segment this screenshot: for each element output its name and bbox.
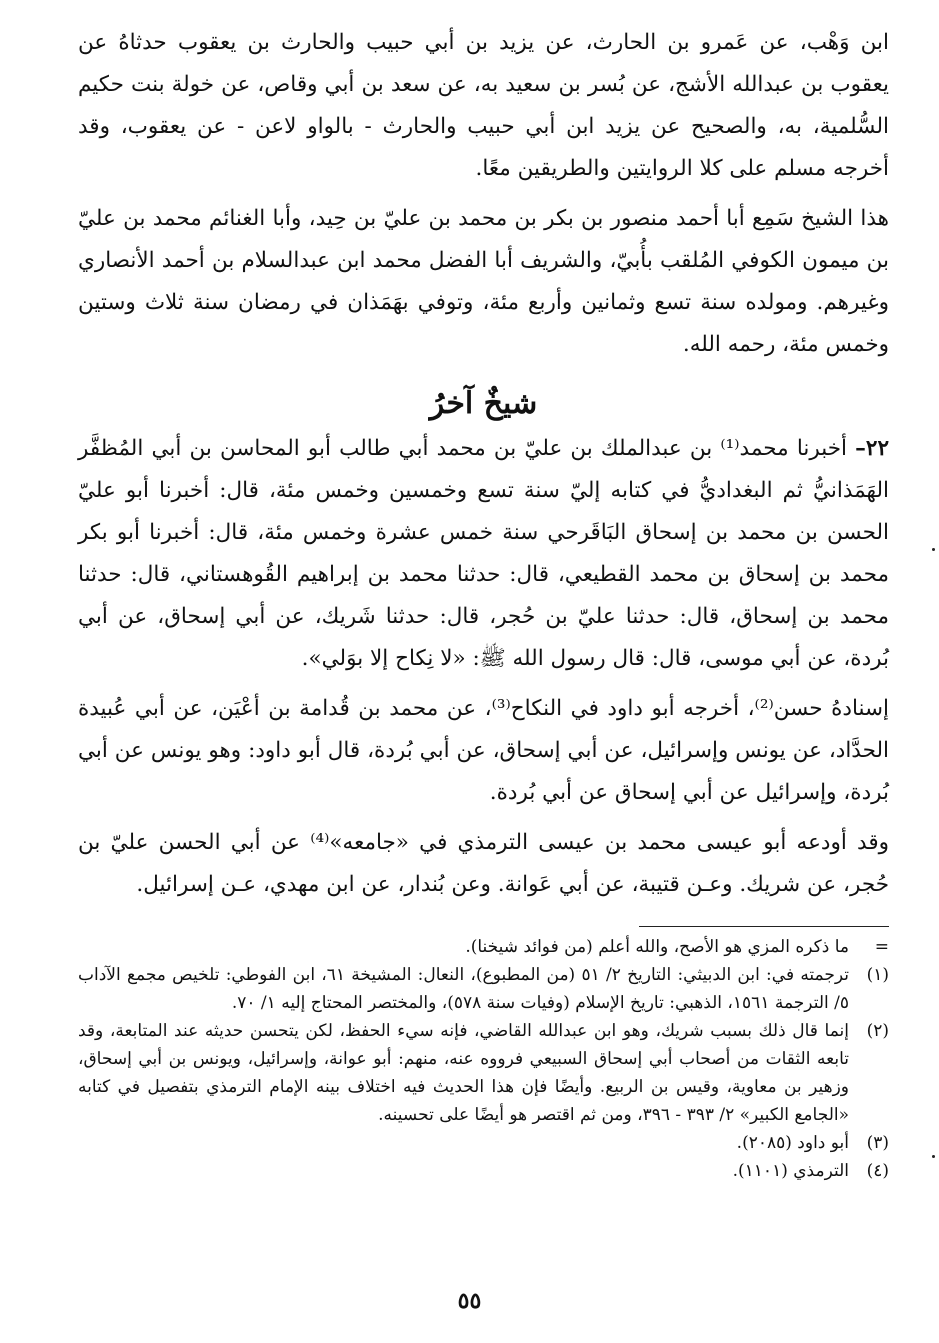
paragraph-2: هذا الشيخ سَمِع أبا أحمد منصور بن بكر بن محمد بن عليّ بن حِيد، وأبا الغنائم محمد بن عليّ بن ميمون الكوفي المُلقب بأُبيّ، والشريف أبا الفضل محمد ابن عبدالسلام بن أحمد الأنصاري وغيرهم. ومولده سنة تسع وثمانين وأربع مئة، وتوفي بهَمَذان في رمضان سنة ثلاث وستين وخمس مئة، رحمه الله. [78, 206, 889, 357]
hadith-text: أخبرنا محمد⁽¹⁾ بن عبدالملك بن عليّ بن محمد أبي طالب أبو المحاسن بن أبي المُظفَّر الهَمَذانيُّ ثم البغداديُّ في كتابه إليّ سنة تسع وخمسين وخمس مئة، قال: أخبرنا أبو عليّ الحسن بن محمد بن إسحاق البَاقَرحي سنة خمس عشرة وخمس مئة، قال: أخبرنا أبو بكر محمد بن إسحاق بن محمد القطيعي، قال: حدثنا محمد بن إبراهيم القُوهستاني، قال: حدثنا محمد بن إسحاق، قال: حدثنا عليّ بن حُجر، قال: حدثنا شَريك، عن أبي إسحاق، عن أبي بُردة، عن أبي موسى، قال: قال رسول الله ﷺ: «لا نِكاح إلا بوَلي». [78, 436, 889, 671]
section-heading: شيخٌ آخرُ [429, 386, 538, 421]
footnote-marker: (٢) [866, 1021, 889, 1041]
footnote-3 [78, 1129, 889, 1157]
paragraph-isnad: إسنادهُ حسن⁽²⁾، أخرجه أبو داود في النكاح⁽³⁾، عن محمد بن قُدامة بن أعْيَن، عن أبي عُبيدة الحدَّاد، عن يونس وإسرائيل، عن أبي إسحاق، عن أبي بُردة، قال أبو داود: وهو يونس عن أبي بُردة، وإسرائيل عن أبي إسحاق عن أبي بُردة. [78, 696, 889, 805]
footnote-text: الترمذي (١١٠١). [732, 1161, 849, 1181]
hadith-dash: – [855, 436, 866, 461]
footnote-divider [639, 926, 889, 927]
page-number: ٥٥ [457, 1288, 482, 1314]
footnote-marker: (٣) [866, 1133, 889, 1153]
footnote-marker: (٤) [866, 1161, 889, 1181]
paragraph-1: ابن وَهْب، عن عَمرو بن الحارث، عن يزيد بن أبي حبيب والحارث بن يعقوب حدثاهُ عن يعقوب بن عبدالله الأشج، عن بُسر بن سعيد به، عن سعد بن أبي وقاص، عن خولة بنت حكيم السُّلمية، به، والصحيح عن يزيد ابن أبي حبيب والحارث - بالواو لاعن - عن يعقوب، وقد أخرجه مسلم على كلا الروايتين والطريقين معًا. [78, 30, 889, 181]
footnote-marker: (١) [866, 965, 889, 985]
hadith-number: ٢٢ [865, 436, 889, 461]
footnote-2 [78, 1017, 889, 1129]
footnote-1 [78, 961, 889, 1017]
footnote-4 [78, 1157, 889, 1185]
footnote-text: إنما قال ذلك بسبب شريك، وهو ابن عبدالله القاضي، فإنه سيء الحفظ، لكن يتحسن حديثه عند المتابعة، وقد تابعه الثقات من أصحاب أبي إسحاق السبيعي فرووه عنه، منهم: أبو عوانة، وإسرائيل، ويونس بن أبي إسحاق، وزهير بن معاوية، وقيس بن الربيع. وأيضًا فإن هذا الحديث فيه اختلاف بينه الإمام الترمذي بتفصيل في كتابه «الجامع الكبير» ٢/ ٣٩٣ - ٣٩٦، ومن ثم اقتصر هو أيضًا على تحسينه. [78, 1021, 849, 1125]
footnote-text: أبو داود (٢٠٨٥). [736, 1133, 849, 1153]
scan-speck [932, 548, 935, 551]
footnote-text: ترجمته في: ابن الدبيثي: التاريخ ٢/ ٥١ (من المطبوع)، النعال: المشيخة ٦١، ابن الفوطي: تلخيص مجمع الآداب ٥/ الترجمة ١٥٦١، الذهبي: تاريخ الإسلام (وفيات سنة ٥٧٨)، والمختصر المحتاج إليه ١/ ٧٠. [78, 965, 850, 1013]
footnote-marker: = [874, 937, 889, 957]
footnote-continuation [78, 933, 889, 961]
footnote-text: ما ذكره المزي هو الأصح، والله أعلم (من فوائد شيخنا). [465, 937, 849, 957]
hadith-paragraph [78, 428, 889, 680]
footnotes [78, 933, 889, 1185]
scan-speck [932, 1155, 935, 1158]
paragraph-tirmidhi: وقد أودعه أبو عيسى محمد بن عيسى الترمذي في «جامعه»⁽⁴⁾ عن أبي الحسن عليّ بن حُجر، عن شريك. وعـن قتيبة، عن أبي عَوانة. وعن بُندار، عن ابن مهدي، عـن إسرائيل. [78, 830, 889, 897]
